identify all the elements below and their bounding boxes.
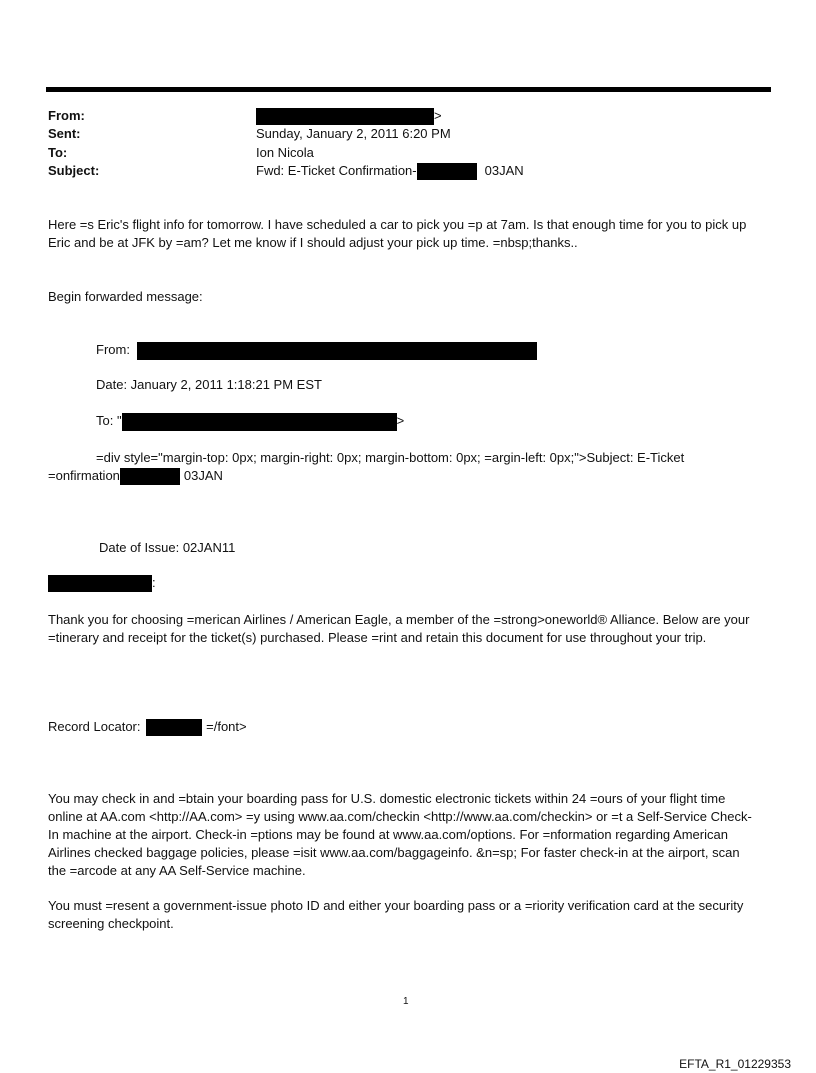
thanks-paragraph: Thank you for choosing =merican Airlines / American Eagle, a member of the =strong>oneworld® Alliance. Below are your =tinerary and receipt for the ticket(s) purchased. Please =rint and retain this document for use throughout your trip. [48,612,750,645]
redaction-block [146,719,202,736]
intro-paragraph: Here =s Eric's flight info for tomorrow. I have scheduled a car to pick you =p at 7am. Is that enough time for you to pick up Eric and be at JFK by =am? Let me know if I should adjust your pick up time. =nbsp;thanks.. [48,217,747,250]
record-locator-label: Record Locator: [48,719,141,734]
to-label: To: [48,145,68,160]
header-rule [46,87,771,92]
subject-prefix: Fwd: E-Ticket Confirmation- [256,163,417,178]
forwarded-from-line [96,341,537,360]
sent-value: Sunday, January 2, 2011 6:20 PM [256,126,451,141]
forwarded-subject-line-2 [48,467,223,485]
salutation-line [48,574,156,592]
redaction-block [48,575,152,592]
forwarded-date-line: Date: January 2, 2011 1:18:21 PM EST [96,377,322,392]
checkin-paragraph: You may check in and =btain your boarding pass for U.S. domestic electronic tickets within 24 =ours of your flight time online at AA.com <http://AA.com> =y using www.aa.com/checkin <http://www.aa.com/checkin> or =t a Self-Service Check-In machine at the airport. Check-in =ptions may be found at www.aa.com/options. For =nformation regarding American Airlines checked baggage policies, please =isit www.aa.com/baggageinfo. &n=sp; For faster check-in at the airport, scan the =arcode at any AA Self-Service machine. [48,791,752,878]
to-value: Ion Nicola [256,145,314,160]
salutation-suffix: : [152,575,156,590]
page-number: 1 [403,996,409,1007]
forwarded-to-label: To: " [96,413,122,428]
forwarded-subject-line: =div style="margin-top: 0px; margin-right: 0px; margin-bottom: 0px; =argin-left: 0px;">Subject: E-Ticket [96,450,685,465]
forwarded-to-line [96,412,404,431]
subject-suffix: 03JAN [484,163,524,178]
id-paragraph: You must =resent a government-issue photo ID and either your boarding pass or a =riority verification card at the security screening checkpoint. [48,898,744,931]
redaction-block [122,413,397,431]
from-value-suffix: > [434,108,442,123]
subject-label: Subject: [48,163,100,178]
forwarded-to-suffix: > [396,413,405,428]
forwarded-subject-prefix: =onfirmation [48,468,120,483]
redaction-block [120,468,180,485]
record-locator-suffix: =/font> [206,719,247,734]
redaction-block [417,163,477,180]
sent-label: Sent: [48,126,81,141]
forwarded-from-label: From: [96,342,130,357]
redaction-block [137,342,537,360]
date-of-issue: Date of Issue: 02JAN11 [99,540,236,555]
forwarded-subject-suffix: 03JAN [183,468,223,483]
from-label: From: [48,108,85,123]
bates-number: EFTA_R1_01229353 [679,1057,791,1071]
begin-forwarded-line: Begin forwarded message: [48,289,203,304]
redaction-block [256,108,434,125]
record-locator-line [48,718,247,736]
